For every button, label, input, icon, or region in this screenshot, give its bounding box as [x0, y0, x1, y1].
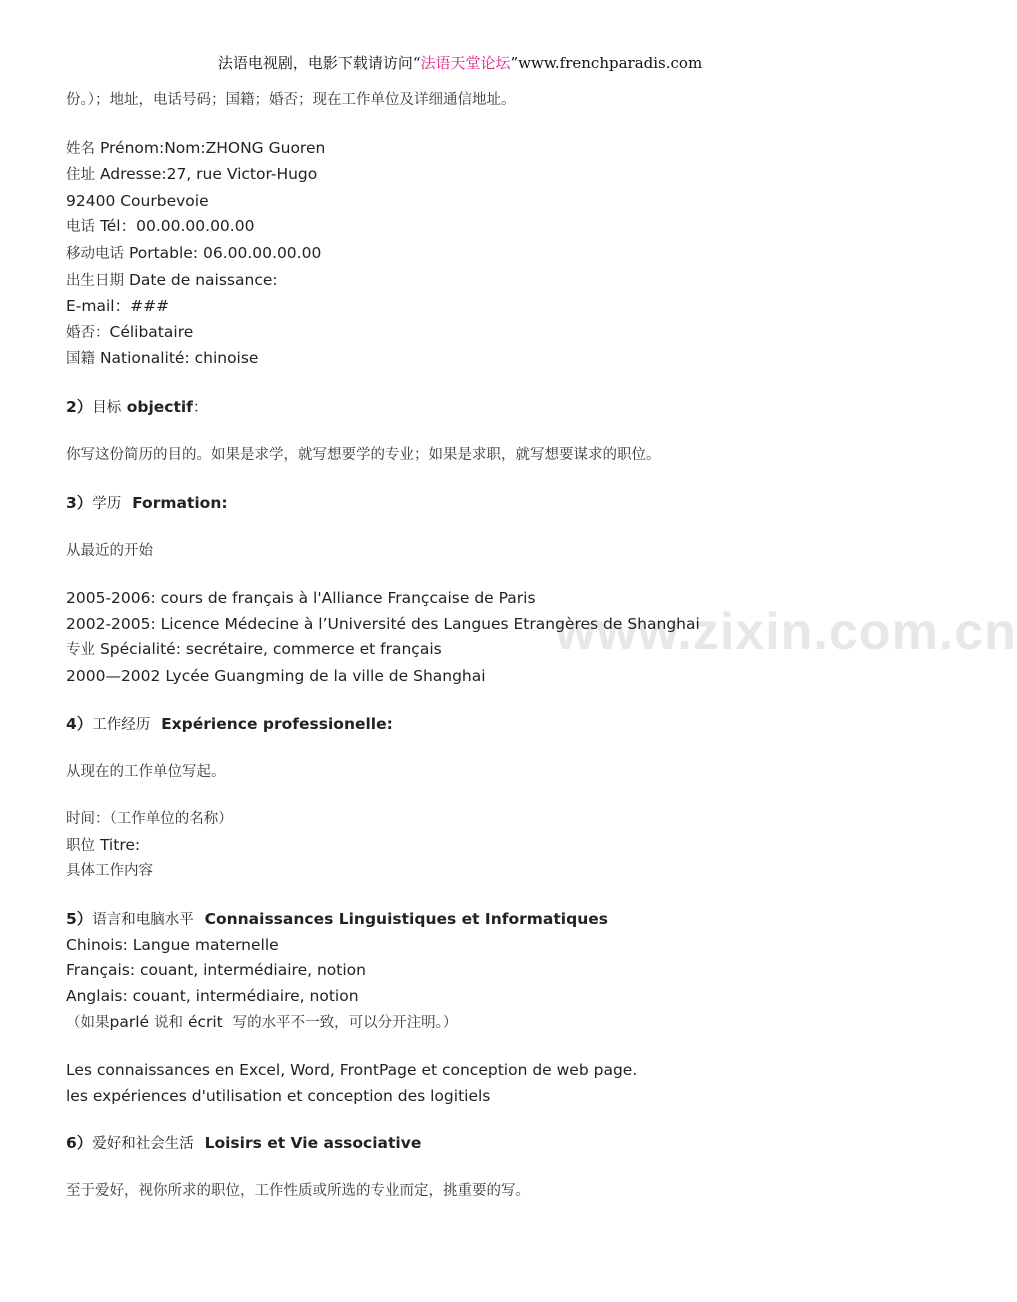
- personal-line: [66, 294, 886, 320]
- education-item: [66, 612, 886, 638]
- personal-line: [66, 268, 886, 295]
- personal-value: Date de naissance:: [128, 270, 278, 289]
- section-title-fr: Formation:: [132, 493, 228, 512]
- hobbies-text: 至于爱好，视你所求的职位，工作性质或所选的专业而定，挑重要的写。: [66, 1183, 530, 1200]
- note-part: 写的水平不一致，可以分开注明。）: [232, 1014, 458, 1031]
- work-time: 时间：（工作单位的名称）: [66, 811, 233, 828]
- section-title-cn: 语言和电脑水平: [92, 911, 194, 928]
- section-heading-languages: [66, 907, 886, 933]
- header-prefix: 法语电视剧，电影下载请访问“: [217, 54, 421, 72]
- personal-value: Portable: 06.00.00.00.00: [128, 243, 322, 262]
- education-text: Spécialité: secrétaire, commerce et français: [99, 640, 442, 659]
- document-body: [66, 88, 886, 1205]
- section-title-cn: 学历: [92, 495, 122, 512]
- section-heading-objective: [66, 395, 886, 421]
- section-number: 5）: [66, 909, 93, 928]
- page-header: [0, 52, 920, 73]
- section-title-fr: objectif: [126, 397, 193, 416]
- section-heading-hobbies: [66, 1131, 886, 1157]
- intro-line: 份。）；地址，电话号码；国籍；婚否；现在工作单位及详细通信地址。: [66, 92, 516, 108]
- section-title-fr: Expérience professionelle:: [161, 714, 393, 733]
- education-text: 2005-2006: cours de français à l'Alliance Françcaise de Paris: [66, 589, 536, 608]
- section-title-cn: 工作经历: [92, 716, 151, 733]
- computer-item: les expériences d'utilisation et conception des logitiels: [66, 1086, 491, 1105]
- formation-note: 从最近的开始: [66, 542, 153, 559]
- personal-value: E-mail：###: [66, 297, 170, 316]
- personal-line: [66, 162, 886, 189]
- section-title-fr: Connaissances Linguistiques et Informatiques: [204, 909, 608, 928]
- note-part: （如果: [66, 1014, 110, 1031]
- language-item: Anglais: couant, intermédiaire, notion: [66, 987, 359, 1006]
- language-item: Chinois: Langue maternelle: [66, 935, 279, 954]
- personal-label-cn: 姓名: [66, 140, 95, 157]
- education-item: [66, 637, 886, 664]
- work-content: 具体工作内容: [66, 863, 153, 880]
- section-heading-formation: [66, 491, 886, 517]
- education-label-cn: 专业: [66, 642, 95, 659]
- section-title-end: ：: [192, 399, 208, 416]
- language-item: Français: couant, intermédiaire, notion: [66, 961, 366, 980]
- personal-value: Nationalité: chinoise: [99, 349, 259, 368]
- work-title-fr: Titre:: [99, 835, 141, 854]
- personal-value: Célibataire: [109, 322, 194, 341]
- objective-text: 你写这份简历的目的。如果是求学，就写想要学的专业；如果是求职，就写想要谋求的职位。: [66, 446, 661, 463]
- computer-item: Les connaissances en Excel, Word, FrontPage et conception de web page.: [66, 1061, 638, 1080]
- note-word: parlé: [109, 1012, 150, 1031]
- personal-line: [66, 346, 886, 373]
- section-title-cn: 目标: [92, 399, 122, 416]
- education-text: 2002-2005: Licence Médecine à l’Université des Langues Etrangères de Shanghai: [66, 614, 700, 633]
- education-item: [66, 664, 886, 690]
- personal-label-cn: 婚否：: [66, 324, 110, 341]
- section-number: 2）: [66, 397, 93, 416]
- personal-info-block: [66, 136, 886, 373]
- personal-value: Adresse:27, rue Victor-Hugo: [99, 165, 318, 184]
- personal-line: [66, 241, 886, 268]
- watermark: www.zixin.com.cn: [555, 603, 1017, 661]
- section-number: 3）: [66, 493, 93, 512]
- note-part: 说和: [154, 1014, 183, 1031]
- section-title-cn: 爱好和社会生活: [92, 1136, 194, 1153]
- header-forum-name: 法语天堂论坛: [420, 54, 511, 72]
- personal-value: Tél：00.00.00.00.00: [99, 217, 255, 236]
- personal-value: 92400 Courbevoie: [66, 191, 209, 210]
- language-note: [66, 1010, 886, 1037]
- computer-skills: [66, 1058, 886, 1109]
- note-word: écrit: [187, 1012, 223, 1031]
- personal-value: Prénom:Nom:ZHONG Guoren: [99, 138, 326, 157]
- personal-label-cn: 移动电话: [66, 245, 124, 262]
- section-title-fr: Loisirs et Vie associative: [204, 1134, 422, 1153]
- personal-label-cn: 电话: [66, 219, 95, 236]
- personal-line: [66, 136, 886, 163]
- personal-label-cn: 住址: [66, 167, 95, 184]
- personal-label-cn: 出生日期: [66, 272, 124, 289]
- personal-label-cn: 国籍: [66, 351, 95, 368]
- personal-line: [66, 189, 886, 215]
- personal-line: [66, 214, 886, 241]
- education-list: [66, 586, 886, 689]
- header-suffix: ”www.frenchparadis.com: [510, 54, 703, 72]
- section-number: 4）: [66, 714, 93, 733]
- language-list: [66, 933, 886, 1036]
- section-number: 6）: [66, 1134, 93, 1153]
- work-title-cn: 职位: [66, 837, 95, 854]
- education-item: [66, 586, 886, 612]
- personal-line: [66, 320, 886, 347]
- work-title-line: [66, 833, 886, 860]
- experience-note: 从现在的工作单位写起。: [66, 763, 226, 780]
- section-heading-experience: [66, 712, 886, 738]
- work-block: [66, 807, 886, 885]
- education-text: 2000—2002 Lycée Guangming de la ville de Shanghai: [66, 666, 486, 685]
